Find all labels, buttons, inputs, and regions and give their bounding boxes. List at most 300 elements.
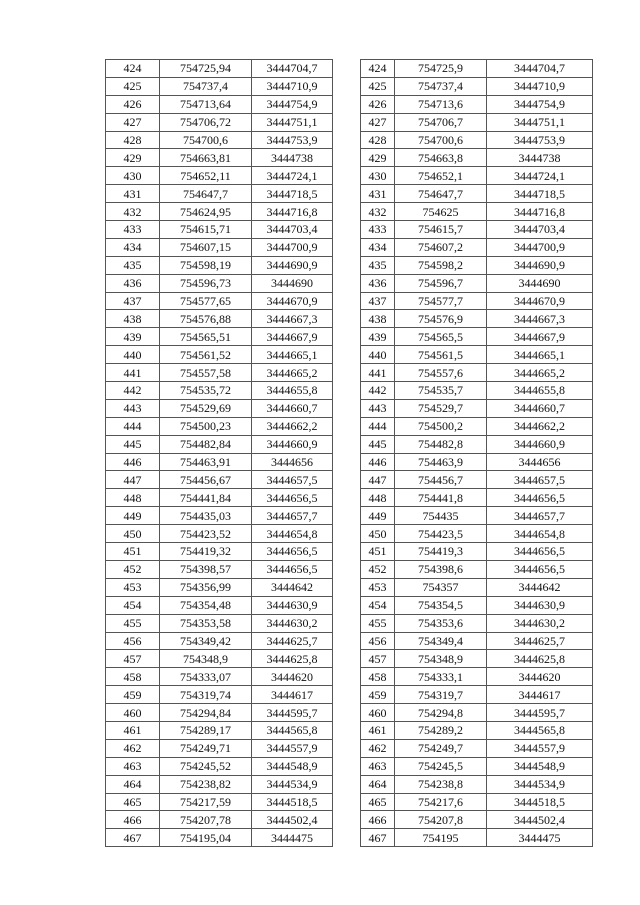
column-gap — [333, 543, 361, 561]
left-point-number-cell: 427 — [106, 113, 160, 131]
table-row — [106, 60, 593, 78]
left-x-coordinate-cell: 754598,19 — [160, 256, 252, 274]
column-gap — [333, 596, 361, 614]
right-x-coordinate-cell: 754348,9 — [395, 650, 487, 668]
right-x-coordinate-cell: 754615,7 — [395, 221, 487, 239]
column-gap — [333, 793, 361, 811]
left-point-number-cell: 425 — [106, 77, 160, 95]
right-y-coordinate-cell: 3444565,8 — [487, 721, 593, 739]
column-gap — [333, 238, 361, 256]
column-gap — [333, 614, 361, 632]
left-y-coordinate-cell: 3444625,8 — [252, 650, 333, 668]
left-point-number-cell: 448 — [106, 489, 160, 507]
left-x-coordinate-cell: 754195,04 — [160, 829, 252, 847]
right-x-coordinate-cell: 754419,3 — [395, 543, 487, 561]
left-y-coordinate-cell: 3444656,5 — [252, 489, 333, 507]
right-point-number-cell: 463 — [361, 757, 395, 775]
column-gap — [333, 77, 361, 95]
right-point-number-cell: 427 — [361, 113, 395, 131]
right-point-number-cell: 467 — [361, 829, 395, 847]
left-point-number-cell: 449 — [106, 507, 160, 525]
left-x-coordinate-cell: 754207,78 — [160, 811, 252, 829]
column-gap — [333, 185, 361, 203]
right-point-number-cell: 460 — [361, 704, 395, 722]
table-row — [106, 256, 593, 274]
table-row — [106, 203, 593, 221]
left-point-number-cell: 442 — [106, 382, 160, 400]
table-row — [106, 435, 593, 453]
column-gap — [333, 578, 361, 596]
left-point-number-cell: 435 — [106, 256, 160, 274]
right-x-coordinate-cell: 754245,5 — [395, 757, 487, 775]
column-gap — [333, 399, 361, 417]
column-gap — [333, 203, 361, 221]
left-point-number-cell: 444 — [106, 417, 160, 435]
left-y-coordinate-cell: 3444548,9 — [252, 757, 333, 775]
table-row — [106, 292, 593, 310]
left-point-number-cell: 460 — [106, 704, 160, 722]
right-x-coordinate-cell: 754482,8 — [395, 435, 487, 453]
table-row — [106, 167, 593, 185]
left-y-coordinate-cell: 3444656,5 — [252, 543, 333, 561]
right-x-coordinate-cell: 754598,2 — [395, 256, 487, 274]
left-x-coordinate-cell: 754456,67 — [160, 471, 252, 489]
right-x-coordinate-cell: 754576,9 — [395, 310, 487, 328]
left-point-number-cell: 450 — [106, 525, 160, 543]
left-point-number-cell: 439 — [106, 328, 160, 346]
right-y-coordinate-cell: 3444667,3 — [487, 310, 593, 328]
column-gap — [333, 775, 361, 793]
left-y-coordinate-cell: 3444754,9 — [252, 95, 333, 113]
left-x-coordinate-cell: 754294,84 — [160, 704, 252, 722]
left-y-coordinate-cell: 3444642 — [252, 578, 333, 596]
right-point-number-cell: 440 — [361, 346, 395, 364]
left-x-coordinate-cell: 754607,15 — [160, 238, 252, 256]
left-point-number-cell: 443 — [106, 399, 160, 417]
table-row — [106, 95, 593, 113]
column-gap — [333, 131, 361, 149]
left-x-coordinate-cell: 754354,48 — [160, 596, 252, 614]
right-y-coordinate-cell: 3444703,4 — [487, 221, 593, 239]
left-y-coordinate-cell: 3444667,9 — [252, 328, 333, 346]
table-row — [106, 221, 593, 239]
left-x-coordinate-cell: 754249,71 — [160, 739, 252, 757]
left-x-coordinate-cell: 754565,51 — [160, 328, 252, 346]
column-gap — [333, 95, 361, 113]
right-point-number-cell: 453 — [361, 578, 395, 596]
left-y-coordinate-cell: 3444656 — [252, 453, 333, 471]
column-gap — [333, 686, 361, 704]
left-y-coordinate-cell: 3444657,5 — [252, 471, 333, 489]
left-point-number-cell: 426 — [106, 95, 160, 113]
left-x-coordinate-cell: 754419,32 — [160, 543, 252, 561]
left-y-coordinate-cell: 3444534,9 — [252, 775, 333, 793]
column-gap — [333, 328, 361, 346]
right-y-coordinate-cell: 3444656,5 — [487, 560, 593, 578]
column-gap — [333, 382, 361, 400]
right-x-coordinate-cell: 754398,6 — [395, 560, 487, 578]
left-y-coordinate-cell: 3444690 — [252, 274, 333, 292]
left-x-coordinate-cell: 754245,52 — [160, 757, 252, 775]
right-y-coordinate-cell: 3444617 — [487, 686, 593, 704]
table-row — [106, 238, 593, 256]
column-gap — [333, 632, 361, 650]
column-gap — [333, 525, 361, 543]
column-gap — [333, 149, 361, 167]
right-y-coordinate-cell: 3444595,7 — [487, 704, 593, 722]
right-x-coordinate-cell: 754557,6 — [395, 364, 487, 382]
left-y-coordinate-cell: 3444630,2 — [252, 614, 333, 632]
left-y-coordinate-cell: 3444700,9 — [252, 238, 333, 256]
left-x-coordinate-cell: 754217,59 — [160, 793, 252, 811]
table-row — [106, 453, 593, 471]
left-y-coordinate-cell: 3444665,1 — [252, 346, 333, 364]
right-y-coordinate-cell: 3444656,5 — [487, 543, 593, 561]
left-x-coordinate-cell: 754238,82 — [160, 775, 252, 793]
left-x-coordinate-cell: 754713,64 — [160, 95, 252, 113]
left-x-coordinate-cell: 754647,7 — [160, 185, 252, 203]
right-y-coordinate-cell: 3444625,8 — [487, 650, 593, 668]
left-point-number-cell: 464 — [106, 775, 160, 793]
coordinate-table — [105, 59, 593, 847]
right-point-number-cell: 466 — [361, 811, 395, 829]
right-point-number-cell: 461 — [361, 721, 395, 739]
right-y-coordinate-cell: 3444665,1 — [487, 346, 593, 364]
right-y-coordinate-cell: 3444557,9 — [487, 739, 593, 757]
left-x-coordinate-cell: 754435,03 — [160, 507, 252, 525]
column-gap — [333, 310, 361, 328]
left-point-number-cell: 428 — [106, 131, 160, 149]
left-y-coordinate-cell: 3444718,5 — [252, 185, 333, 203]
right-x-coordinate-cell: 754333,1 — [395, 668, 487, 686]
right-y-coordinate-cell: 3444548,9 — [487, 757, 593, 775]
left-x-coordinate-cell: 754596,73 — [160, 274, 252, 292]
coordinate-table-body — [106, 60, 593, 847]
left-y-coordinate-cell: 3444662,2 — [252, 417, 333, 435]
left-x-coordinate-cell: 754700,6 — [160, 131, 252, 149]
right-point-number-cell: 446 — [361, 453, 395, 471]
table-row — [106, 650, 593, 668]
right-y-coordinate-cell: 3444620 — [487, 668, 593, 686]
right-point-number-cell: 436 — [361, 274, 395, 292]
right-y-coordinate-cell: 3444690 — [487, 274, 593, 292]
left-point-number-cell: 466 — [106, 811, 160, 829]
right-x-coordinate-cell: 754625 — [395, 203, 487, 221]
right-y-coordinate-cell: 3444655,8 — [487, 382, 593, 400]
right-y-coordinate-cell: 3444657,5 — [487, 471, 593, 489]
left-y-coordinate-cell: 3444630,9 — [252, 596, 333, 614]
left-point-number-cell: 441 — [106, 364, 160, 382]
left-x-coordinate-cell: 754737,4 — [160, 77, 252, 95]
column-gap — [333, 704, 361, 722]
right-y-coordinate-cell: 3444642 — [487, 578, 593, 596]
left-y-coordinate-cell: 3444753,9 — [252, 131, 333, 149]
right-x-coordinate-cell: 754596,7 — [395, 274, 487, 292]
right-x-coordinate-cell: 754319,7 — [395, 686, 487, 704]
left-point-number-cell: 445 — [106, 435, 160, 453]
table-row — [106, 543, 593, 561]
left-x-coordinate-cell: 754615,71 — [160, 221, 252, 239]
right-x-coordinate-cell: 754207,8 — [395, 811, 487, 829]
left-y-coordinate-cell: 3444660,7 — [252, 399, 333, 417]
table-row — [106, 757, 593, 775]
right-point-number-cell: 432 — [361, 203, 395, 221]
right-y-coordinate-cell: 3444534,9 — [487, 775, 593, 793]
table-row — [106, 489, 593, 507]
right-x-coordinate-cell: 754435 — [395, 507, 487, 525]
left-y-coordinate-cell: 3444703,4 — [252, 221, 333, 239]
table-row — [106, 596, 593, 614]
column-gap — [333, 650, 361, 668]
table-row — [106, 417, 593, 435]
right-y-coordinate-cell: 3444670,9 — [487, 292, 593, 310]
table-row — [106, 829, 593, 847]
left-point-number-cell: 465 — [106, 793, 160, 811]
left-x-coordinate-cell: 754624,95 — [160, 203, 252, 221]
left-x-coordinate-cell: 754441,84 — [160, 489, 252, 507]
left-point-number-cell: 429 — [106, 149, 160, 167]
column-gap — [333, 60, 361, 78]
column-gap — [333, 113, 361, 131]
right-x-coordinate-cell: 754238,8 — [395, 775, 487, 793]
right-y-coordinate-cell: 3444710,9 — [487, 77, 593, 95]
right-y-coordinate-cell: 3444625,7 — [487, 632, 593, 650]
left-x-coordinate-cell: 754348,9 — [160, 650, 252, 668]
right-x-coordinate-cell: 754713,6 — [395, 95, 487, 113]
column-gap — [333, 829, 361, 847]
right-point-number-cell: 428 — [361, 131, 395, 149]
column-gap — [333, 274, 361, 292]
right-y-coordinate-cell: 3444704,7 — [487, 60, 593, 78]
right-y-coordinate-cell: 3444753,9 — [487, 131, 593, 149]
table-row — [106, 149, 593, 167]
left-point-number-cell: 424 — [106, 60, 160, 78]
right-x-coordinate-cell: 754725,9 — [395, 60, 487, 78]
right-y-coordinate-cell: 3444667,9 — [487, 328, 593, 346]
left-x-coordinate-cell: 754423,52 — [160, 525, 252, 543]
left-x-coordinate-cell: 754663,81 — [160, 149, 252, 167]
right-y-coordinate-cell: 3444690,9 — [487, 256, 593, 274]
right-point-number-cell: 454 — [361, 596, 395, 614]
right-y-coordinate-cell: 3444665,2 — [487, 364, 593, 382]
right-point-number-cell: 425 — [361, 77, 395, 95]
table-row — [106, 328, 593, 346]
right-point-number-cell: 442 — [361, 382, 395, 400]
table-row — [106, 721, 593, 739]
left-y-coordinate-cell: 3444657,7 — [252, 507, 333, 525]
left-point-number-cell: 458 — [106, 668, 160, 686]
table-row — [106, 77, 593, 95]
left-point-number-cell: 467 — [106, 829, 160, 847]
left-y-coordinate-cell: 3444617 — [252, 686, 333, 704]
left-y-coordinate-cell: 3444518,5 — [252, 793, 333, 811]
right-y-coordinate-cell: 3444718,5 — [487, 185, 593, 203]
right-x-coordinate-cell: 754441,8 — [395, 489, 487, 507]
left-x-coordinate-cell: 754319,74 — [160, 686, 252, 704]
left-x-coordinate-cell: 754561,52 — [160, 346, 252, 364]
right-y-coordinate-cell: 3444754,9 — [487, 95, 593, 113]
left-x-coordinate-cell: 754529,69 — [160, 399, 252, 417]
right-y-coordinate-cell: 3444630,9 — [487, 596, 593, 614]
right-point-number-cell: 456 — [361, 632, 395, 650]
right-x-coordinate-cell: 754249,7 — [395, 739, 487, 757]
right-x-coordinate-cell: 754647,7 — [395, 185, 487, 203]
left-x-coordinate-cell: 754482,84 — [160, 435, 252, 453]
left-x-coordinate-cell: 754353,58 — [160, 614, 252, 632]
left-y-coordinate-cell: 3444665,2 — [252, 364, 333, 382]
right-x-coordinate-cell: 754607,2 — [395, 238, 487, 256]
table-row — [106, 507, 593, 525]
column-gap — [333, 417, 361, 435]
column-gap — [333, 668, 361, 686]
right-y-coordinate-cell: 3444738 — [487, 149, 593, 167]
right-point-number-cell: 445 — [361, 435, 395, 453]
right-y-coordinate-cell: 3444700,9 — [487, 238, 593, 256]
left-x-coordinate-cell: 754289,17 — [160, 721, 252, 739]
table-row — [106, 686, 593, 704]
right-point-number-cell: 429 — [361, 149, 395, 167]
left-y-coordinate-cell: 3444502,4 — [252, 811, 333, 829]
column-gap — [333, 757, 361, 775]
right-x-coordinate-cell: 754535,7 — [395, 382, 487, 400]
left-x-coordinate-cell: 754706,72 — [160, 113, 252, 131]
left-y-coordinate-cell: 3444595,7 — [252, 704, 333, 722]
right-y-coordinate-cell: 3444656 — [487, 453, 593, 471]
table-row — [106, 382, 593, 400]
left-x-coordinate-cell: 754725,94 — [160, 60, 252, 78]
left-point-number-cell: 457 — [106, 650, 160, 668]
table-row — [106, 578, 593, 596]
left-y-coordinate-cell: 3444654,8 — [252, 525, 333, 543]
right-x-coordinate-cell: 754294,8 — [395, 704, 487, 722]
left-x-coordinate-cell: 754349,42 — [160, 632, 252, 650]
column-gap — [333, 739, 361, 757]
left-y-coordinate-cell: 3444625,7 — [252, 632, 333, 650]
column-gap — [333, 292, 361, 310]
right-x-coordinate-cell: 754561,5 — [395, 346, 487, 364]
table-row — [106, 632, 593, 650]
right-point-number-cell: 449 — [361, 507, 395, 525]
right-point-number-cell: 434 — [361, 238, 395, 256]
left-y-coordinate-cell: 3444655,8 — [252, 382, 333, 400]
left-y-coordinate-cell: 3444704,7 — [252, 60, 333, 78]
right-y-coordinate-cell: 3444660,7 — [487, 399, 593, 417]
column-gap — [333, 256, 361, 274]
left-y-coordinate-cell: 3444557,9 — [252, 739, 333, 757]
left-point-number-cell: 452 — [106, 560, 160, 578]
right-point-number-cell: 452 — [361, 560, 395, 578]
right-point-number-cell: 443 — [361, 399, 395, 417]
column-gap — [333, 435, 361, 453]
right-point-number-cell: 451 — [361, 543, 395, 561]
left-x-coordinate-cell: 754535,72 — [160, 382, 252, 400]
left-x-coordinate-cell: 754557,58 — [160, 364, 252, 382]
table-row — [106, 364, 593, 382]
left-y-coordinate-cell: 3444660,9 — [252, 435, 333, 453]
column-gap — [333, 811, 361, 829]
left-x-coordinate-cell: 754652,11 — [160, 167, 252, 185]
right-x-coordinate-cell: 754463,9 — [395, 453, 487, 471]
right-point-number-cell: 450 — [361, 525, 395, 543]
table-row — [106, 811, 593, 829]
left-point-number-cell: 434 — [106, 238, 160, 256]
column-gap — [333, 507, 361, 525]
right-y-coordinate-cell: 3444502,4 — [487, 811, 593, 829]
column-gap — [333, 560, 361, 578]
left-point-number-cell: 440 — [106, 346, 160, 364]
table-row — [106, 775, 593, 793]
right-x-coordinate-cell: 754349,4 — [395, 632, 487, 650]
table-row — [106, 525, 593, 543]
left-point-number-cell: 432 — [106, 203, 160, 221]
right-y-coordinate-cell: 3444656,5 — [487, 489, 593, 507]
right-y-coordinate-cell: 3444475 — [487, 829, 593, 847]
table-row — [106, 399, 593, 417]
left-point-number-cell: 461 — [106, 721, 160, 739]
left-point-number-cell: 462 — [106, 739, 160, 757]
column-gap — [333, 721, 361, 739]
column-gap — [333, 221, 361, 239]
table-row — [106, 185, 593, 203]
table-row — [106, 113, 593, 131]
table-row — [106, 560, 593, 578]
right-y-coordinate-cell: 3444657,7 — [487, 507, 593, 525]
left-point-number-cell: 453 — [106, 578, 160, 596]
right-x-coordinate-cell: 754652,1 — [395, 167, 487, 185]
table-row — [106, 346, 593, 364]
table-row — [106, 668, 593, 686]
right-point-number-cell: 444 — [361, 417, 395, 435]
right-x-coordinate-cell: 754500,2 — [395, 417, 487, 435]
table-row — [106, 704, 593, 722]
right-x-coordinate-cell: 754737,4 — [395, 77, 487, 95]
right-x-coordinate-cell: 754565,5 — [395, 328, 487, 346]
left-x-coordinate-cell: 754500,23 — [160, 417, 252, 435]
right-x-coordinate-cell: 754529,7 — [395, 399, 487, 417]
left-y-coordinate-cell: 3444690,9 — [252, 256, 333, 274]
left-x-coordinate-cell: 754333,07 — [160, 668, 252, 686]
table-row — [106, 614, 593, 632]
column-gap — [333, 364, 361, 382]
left-point-number-cell: 451 — [106, 543, 160, 561]
right-point-number-cell: 426 — [361, 95, 395, 113]
left-x-coordinate-cell: 754463,91 — [160, 453, 252, 471]
right-point-number-cell: 464 — [361, 775, 395, 793]
left-point-number-cell: 454 — [106, 596, 160, 614]
right-x-coordinate-cell: 754357 — [395, 578, 487, 596]
right-point-number-cell: 447 — [361, 471, 395, 489]
table-row — [106, 793, 593, 811]
left-y-coordinate-cell: 3444620 — [252, 668, 333, 686]
right-x-coordinate-cell: 754195 — [395, 829, 487, 847]
table-row — [106, 274, 593, 292]
right-point-number-cell: 431 — [361, 185, 395, 203]
right-point-number-cell: 441 — [361, 364, 395, 382]
right-point-number-cell: 462 — [361, 739, 395, 757]
right-x-coordinate-cell: 754423,5 — [395, 525, 487, 543]
left-point-number-cell: 430 — [106, 167, 160, 185]
right-x-coordinate-cell: 754577,7 — [395, 292, 487, 310]
column-gap — [333, 471, 361, 489]
right-y-coordinate-cell: 3444630,2 — [487, 614, 593, 632]
right-point-number-cell: 433 — [361, 221, 395, 239]
right-x-coordinate-cell: 754706,7 — [395, 113, 487, 131]
right-y-coordinate-cell: 3444518,5 — [487, 793, 593, 811]
table-row — [106, 131, 593, 149]
column-gap — [333, 489, 361, 507]
left-point-number-cell: 459 — [106, 686, 160, 704]
left-x-coordinate-cell: 754576,88 — [160, 310, 252, 328]
